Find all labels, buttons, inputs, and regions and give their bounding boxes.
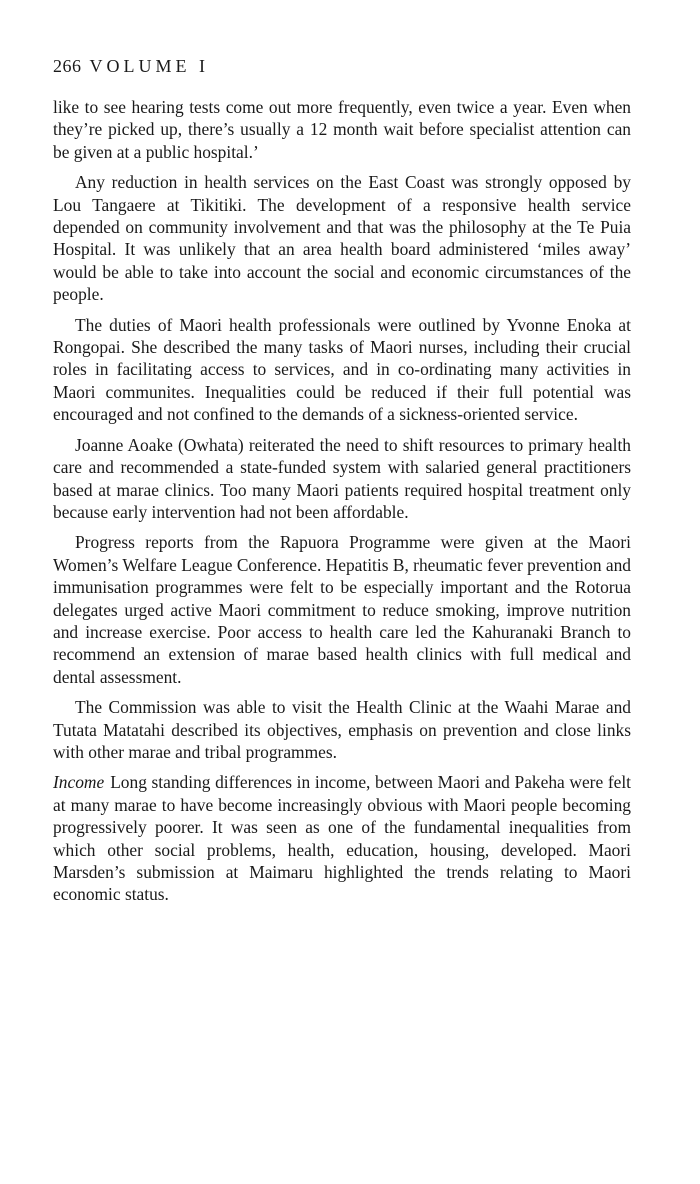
paragraph-maori-health-professionals: The duties of Maori health professionals were outlined by Yvonne Enoka at Rongopai. She described the many tasks of Maori nurses, including their crucial roles in facilitating access to services, and in co-ordinating many activities in Maori communites. Inequalities could be reduced if their full potential was encouraged and not confined to the demands of a sickness-oriented service.	[53, 314, 631, 425]
paragraph-rapuora-programme: Progress reports from the Rapuora Programme were given at the Maori Women’s Welfare League Conference. Hepatitis B, rheumatic fever prevention and immunisation programmes were felt to be especially important and the Rotorua delegates urged active Maori commitment to reduce smoking, improve nutrition and increase exercise. Poor access to health care led the Kahuranaki Branch to recommend an extension of marae based health clinics with full medical and dental assessment.	[53, 532, 631, 687]
section-heading-income: Income	[53, 772, 105, 793]
paragraph-income-text: Long standing differences in income, between Maori and Pakeha were felt at many marae to have become increasingly obvious with Maori people becoming progressively poorer. It was seen as one of the fundamental inequalities from which other social problems, health, education, housing, developed. Maori Marsden’s submission at Maimaru highlighted the trends relating to Maori economic status.	[53, 772, 631, 905]
paragraph-continuation: like to see hearing tests come out more frequently, even twice a year. Even when they’re picked up, there’s usually a 12 month wait before specialist attention can be given at a public hospital.’	[53, 97, 631, 162]
volume-label: VOLUME I	[89, 56, 209, 76]
page-number: 266	[53, 56, 82, 76]
running-head	[53, 54, 631, 78]
paragraph-primary-health-care: Joanne Aoake (Owhata) reiterated the need to shift resources to primary health care and recommended a state-funded system with salaried general practitioners based at marae clinics. Too many Maori patients required hospital treatment only because early intervention had not been affordable.	[53, 434, 631, 522]
paragraph-income	[53, 771, 631, 905]
book-page	[53, 54, 631, 914]
paragraph-health-clinic: The Commission was able to visit the Health Clinic at the Waahi Marae and Tutata Matatahi described its objectives, emphasis on prevention and close links with other marae and tribal programmes.	[53, 697, 631, 762]
paragraph-east-coast: Any reduction in health services on the East Coast was strongly opposed by Lou Tangaere at Tikitiki. The development of a responsive health service depended on community involvement and that was the philosophy at the Te Puia Hospital. It was unlikely that an area health board administered ‘miles away’ would be able to take into account the social and economic circumstances of the people.	[53, 172, 631, 305]
